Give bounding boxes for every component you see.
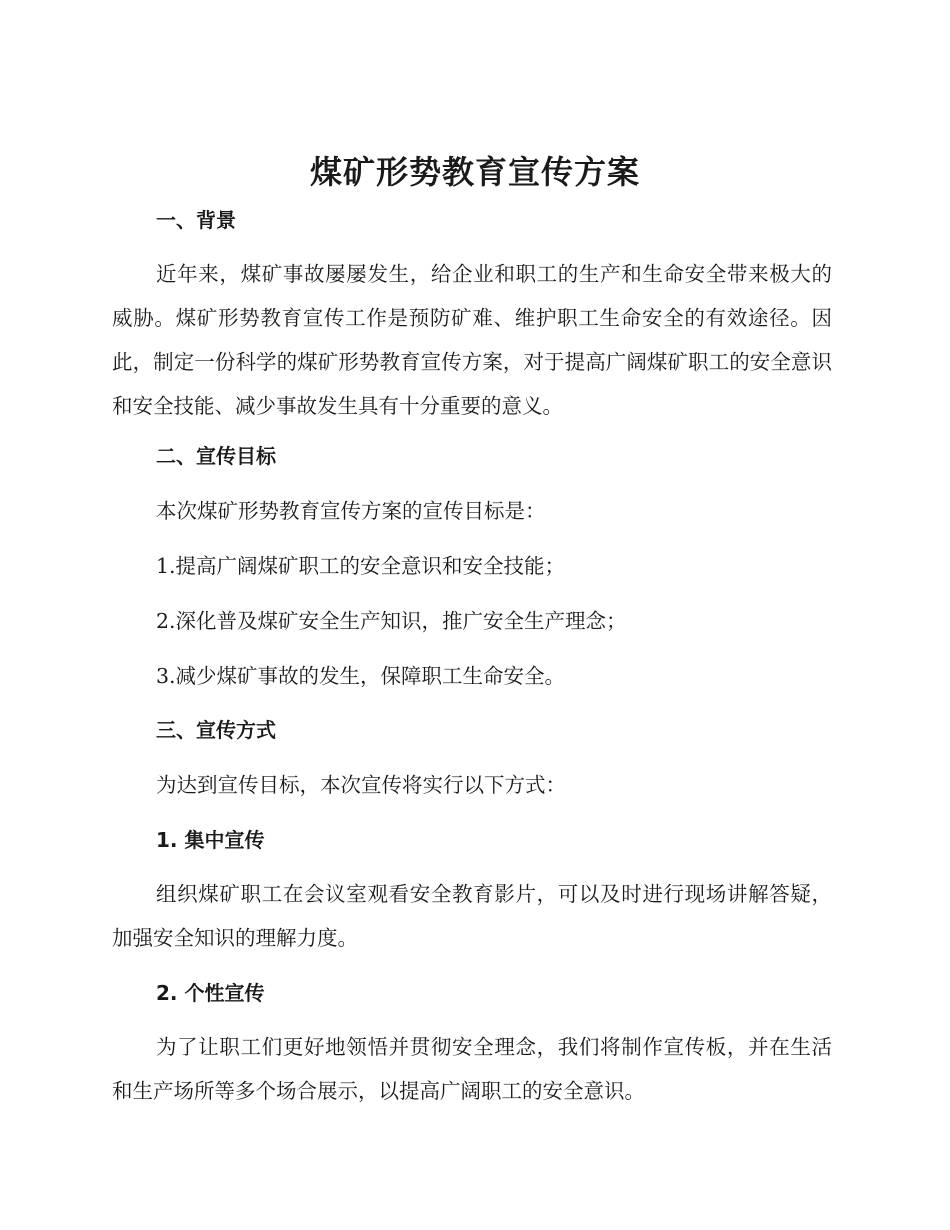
goal-item-2: 2.深化普及煤矿安全生产知识，推广安全生产理念； (156, 609, 627, 633)
goal-item-1: 1.提高广阔煤矿职工的安全意识和安全技能； (156, 554, 566, 578)
goals-intro: 本次煤矿形势教育宣传方案的宣传目标是： (156, 499, 546, 523)
section-heading-background: 一、背景 (156, 208, 236, 232)
subsection-heading-centralized: 1. 集中宣传 (156, 828, 265, 852)
goal-item-3: 3.减少煤矿事故的发生，保障职工生命安全。 (156, 664, 566, 688)
personalized-paragraph: 为了让职工们更好地领悟并贯彻安全理念，我们将制作宣传板，并在生活和生产场所等多个场合展示，以提高广阔职工的安全意识。 (112, 1035, 832, 1103)
methods-intro: 为达到宣传目标，本次宣传将实行以下方式： (156, 773, 566, 797)
document-title: 煤矿形势教育宣传方案 (309, 153, 640, 191)
centralized-paragraph: 组织煤矿职工在会议室观看安全教育影片，可以及时进行现场讲解答疑，加强安全知识的理解力度。 (112, 882, 832, 950)
section-heading-methods: 三、宣传方式 (156, 718, 276, 742)
section-heading-goals: 二、宣传目标 (156, 444, 276, 468)
background-paragraph: 近年来，煤矿事故屡屡发生，给企业和职工的生产和生命安全带来极大的威胁。煤矿形势教育宣传工作是预防矿难、维护职工生命安全的有效途径。因此，制定一份科学的煤矿形势教育宣传方案，对于提高广阔煤矿职工的安全意识和安全技能、减少事故发生具有十分重要的意义。 (112, 262, 832, 418)
subsection-heading-personalized: 2. 个性宣传 (156, 981, 265, 1005)
